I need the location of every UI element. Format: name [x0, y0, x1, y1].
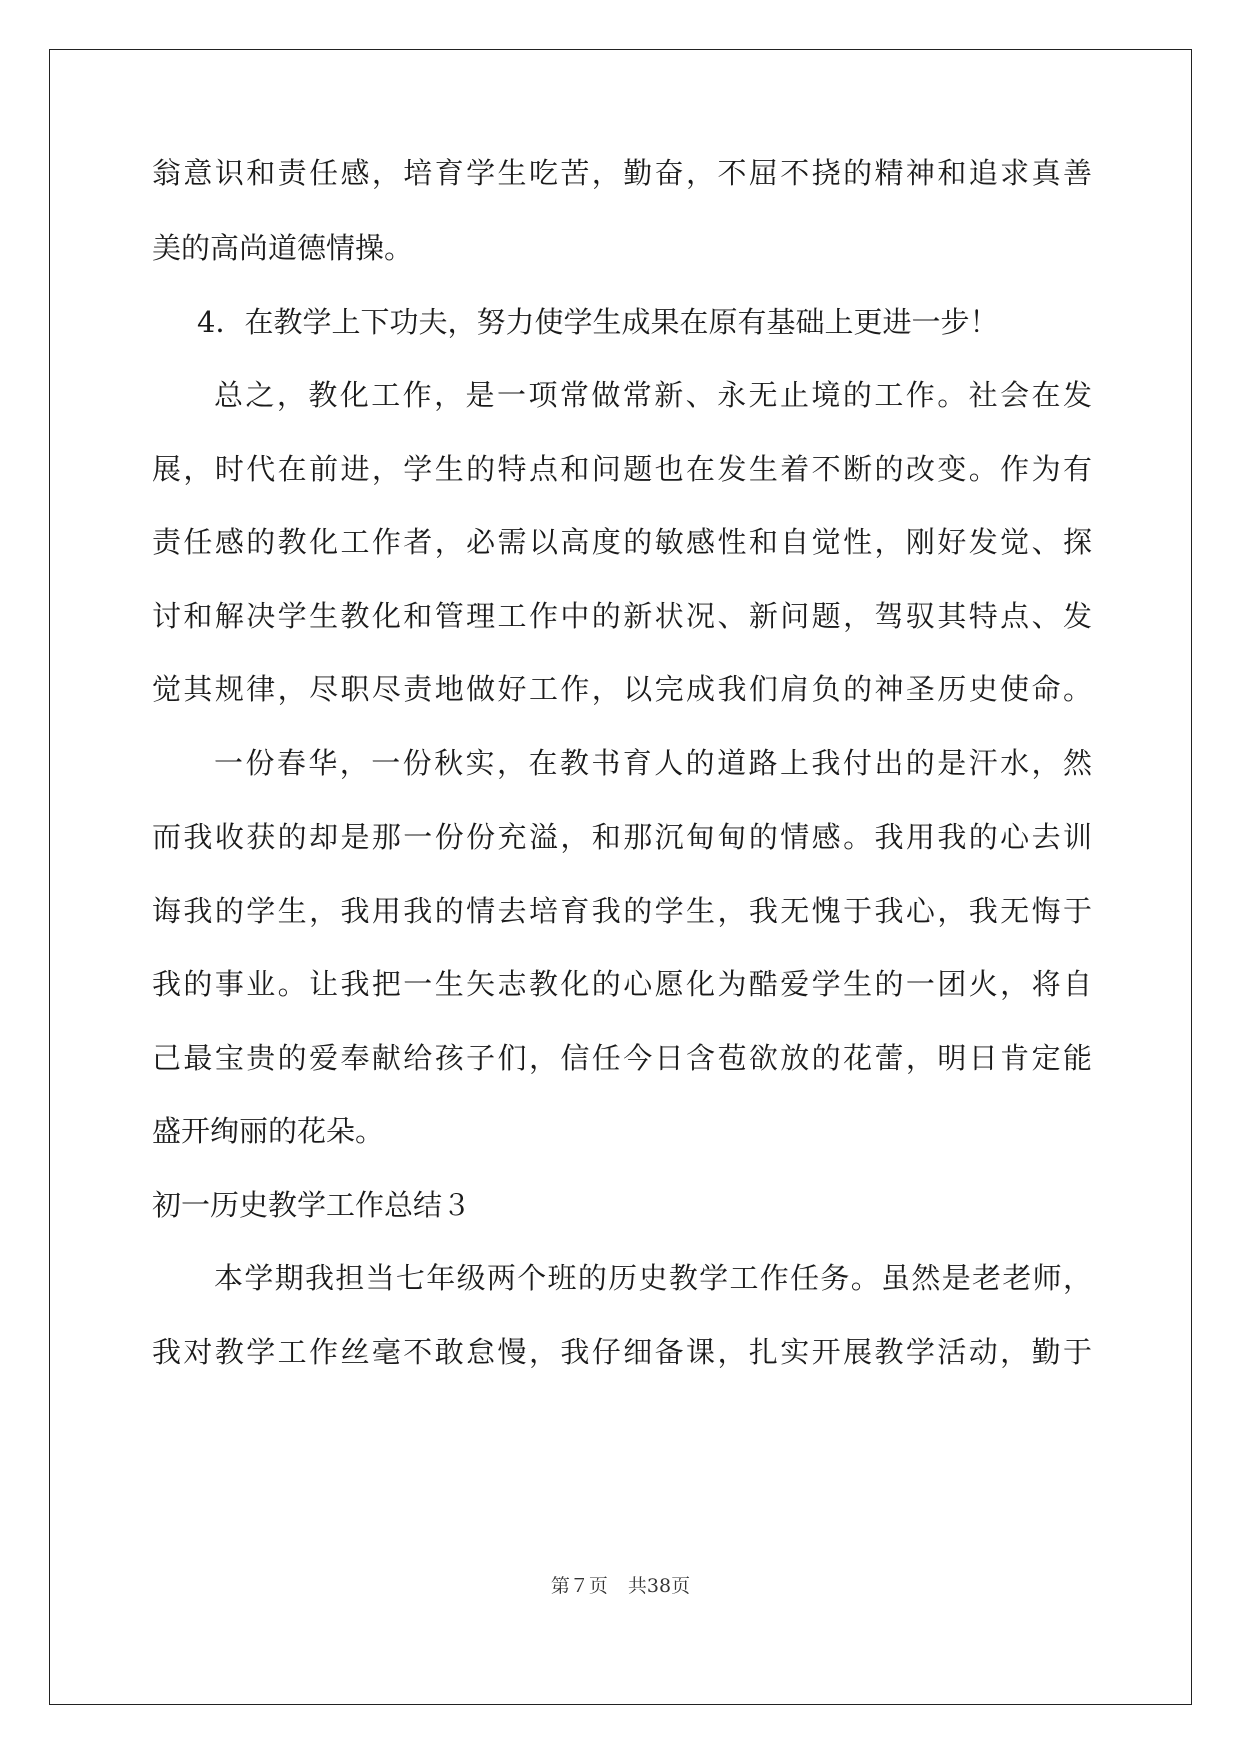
- text-line: 翁意识和责任感，培育学生吃苦，勤奋，不屈不挠的精神和追求真善: [152, 156, 1092, 190]
- page-total: 共38页: [627, 1575, 691, 1597]
- paragraph-start: 本学期我担当七年级两个班的历史教学工作任务。虽然是老老师，: [214, 1261, 1092, 1295]
- text-line: 己最宝贵的爱奉献给孩子们，信任今日含苞欲放的花蕾，明日肯定能: [152, 1041, 1092, 1075]
- text-line: 而我收获的却是那一份份充溢，和那沉甸甸的情感。我用我的心去训: [152, 820, 1092, 854]
- text-line: 美的高尚道德情操。: [152, 231, 414, 265]
- text-line: 我的事业。让我把一生矢志教化的心愿化为酷爱学生的一团火，将自: [152, 967, 1092, 1001]
- page-footer: [0, 1574, 1241, 1598]
- text-line: 觉其规律，尽职尽责地做好工作，以完成我们肩负的神圣历史使命。: [152, 672, 1092, 706]
- text-line: 诲我的学生，我用我的情去培育我的学生，我无愧于我心，我无悔于: [152, 894, 1092, 928]
- text-line: 我对教学工作丝毫不敢怠慢，我仔细备课，扎实开展教学活动，勤于: [152, 1335, 1092, 1369]
- text-line: 盛开绚丽的花朵。: [152, 1114, 385, 1148]
- text-line: 展，时代在前进，学生的特点和问题也在发生着不断的改变。作为有: [152, 452, 1092, 486]
- text-line: 讨和解决学生教化和管理工作中的新状况、新问题，驾驭其特点、发: [152, 599, 1092, 633]
- list-item: 4．在教学上下功夫，努力使学生成果在原有基础上更进一步！: [197, 305, 999, 339]
- page-number: 第７页: [550, 1575, 608, 1597]
- paragraph-start: 一份春华，一份秋实，在教书育人的道路上我付出的是汗水，然: [214, 746, 1092, 780]
- paragraph-start: 总之，教化工作，是一项常做常新、永无止境的工作。社会在发: [214, 378, 1092, 412]
- page-border: [49, 49, 1192, 1705]
- section-title: 初一历史教学工作总结３: [152, 1188, 472, 1222]
- text-line: 责任感的教化工作者，必需以高度的敏感性和自觉性，刚好发觉、探: [152, 525, 1092, 559]
